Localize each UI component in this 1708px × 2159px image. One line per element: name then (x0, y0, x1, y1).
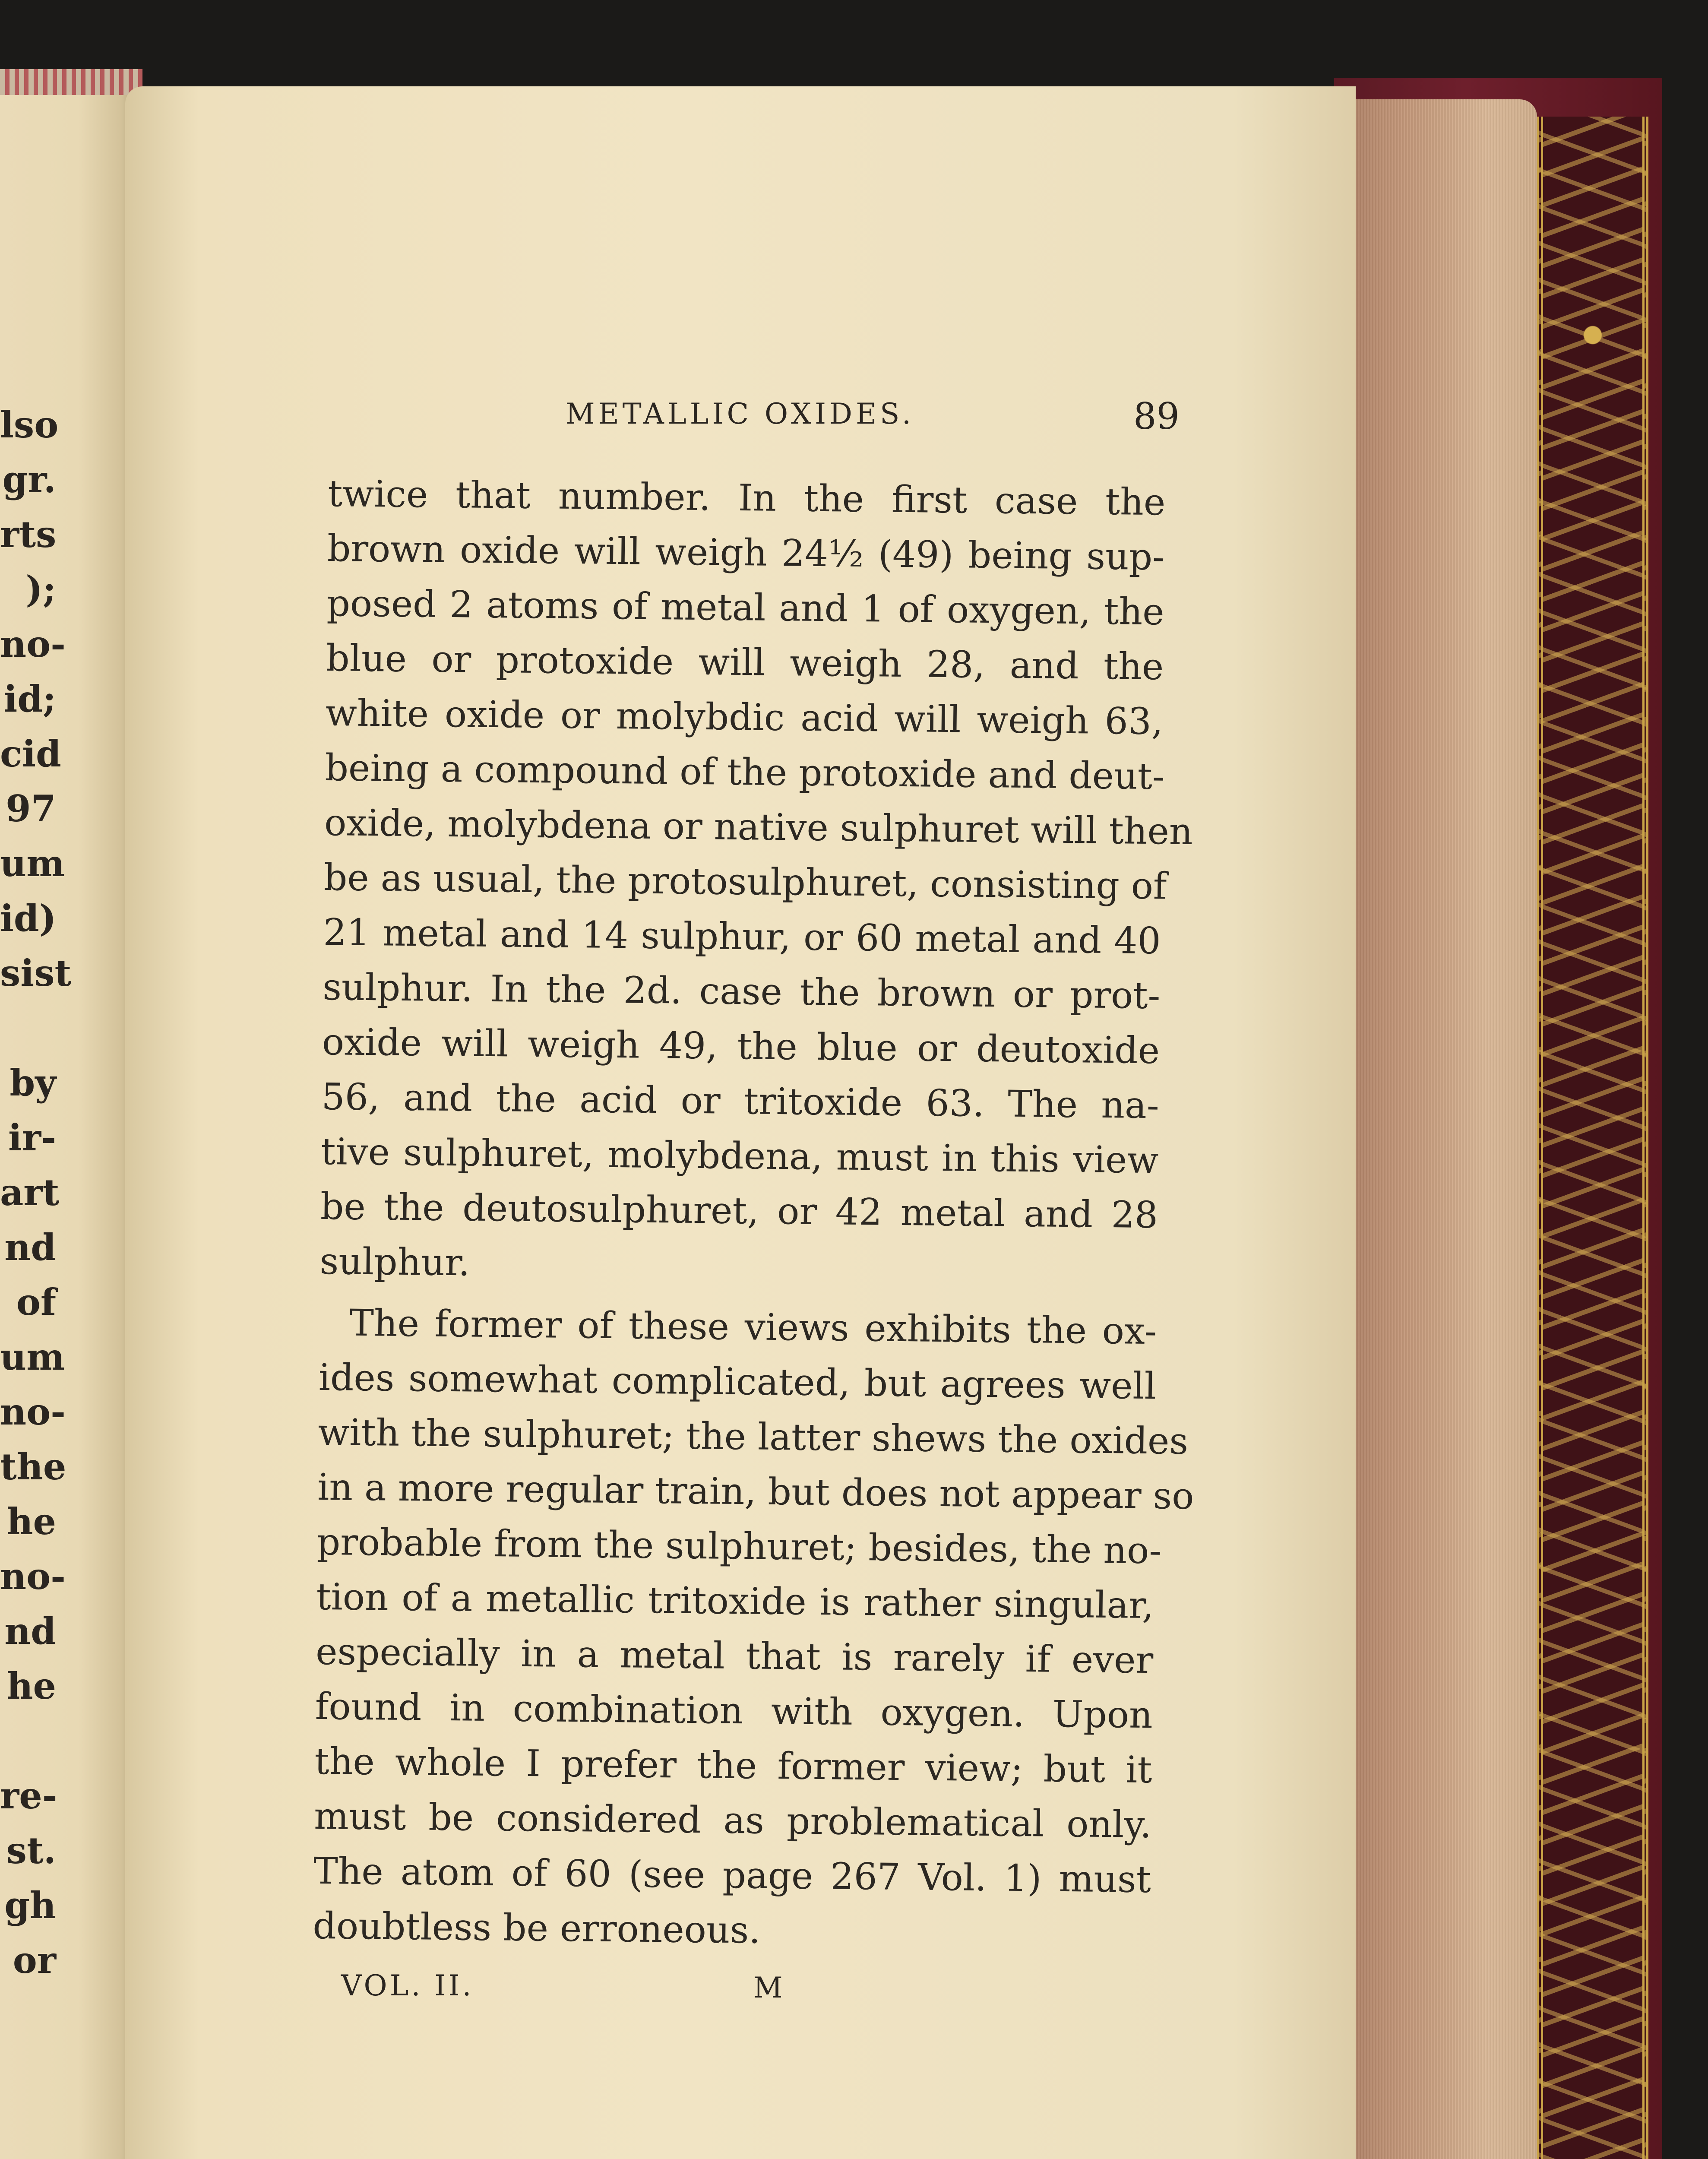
text-line: found in combination with oxygen. Upon (315, 1685, 1153, 1737)
running-head: METALLIC OXIDES. (566, 397, 914, 431)
text-line: being a compound of the protoxide and deut- (325, 746, 1165, 798)
fragment-line: ir- (8, 1116, 56, 1159)
text-line: be the deutosulphuret, or 42 metal and 28 (320, 1185, 1158, 1237)
text-line: oxide, molybdena or native sulphuret will then (324, 801, 1193, 854)
body-text (313, 466, 1194, 1962)
fragment-line (0, 1713, 56, 1768)
fragment-line: id; (3, 677, 56, 720)
text-line: 21 metal and 14 sulphur, or 60 metal and 40 (323, 911, 1161, 963)
previous-page-edge (0, 86, 142, 2159)
fragment-line: id) (0, 897, 57, 940)
book-page (125, 86, 1356, 2159)
text-line: tive sulphuret, molybdena, must in this view (320, 1130, 1159, 1182)
text-line: oxide will weigh 49, the blue or deutoxide (322, 1020, 1160, 1073)
text-line: The former of these views exhibits the ox- (349, 1301, 1157, 1353)
text-line: be as usual, the protosulphuret, consisting of (323, 856, 1167, 908)
text-line: sulphur. In the 2d. case the brown or prot- (322, 966, 1161, 1018)
fragment-line: cid (0, 732, 61, 775)
fragment-line: nd (4, 1610, 56, 1652)
fragment-line: art (0, 1171, 60, 1214)
text-line: with the sulphuret; the latter shews the oxides (318, 1411, 1189, 1463)
headband (0, 69, 142, 95)
text-line: brown oxide will weigh 24½ (49) being sup- (327, 527, 1165, 579)
fragment-line: he (6, 1665, 56, 1707)
fragment-line: or (13, 1939, 56, 1982)
fragment-line: the (0, 1445, 66, 1488)
text-line: twice that number. In the first case the (327, 472, 1166, 524)
fragment-line: um (0, 1336, 65, 1378)
text-line: probable from the sulphuret; besides, the no- (316, 1520, 1162, 1573)
text-line: ides somewhat complicated, but agrees well (318, 1356, 1157, 1408)
gilt-ornament-border (1537, 117, 1648, 2159)
fragment-line: rts (0, 513, 57, 556)
fragment-line: lso (0, 403, 59, 446)
text-line: doubtless be erroneous. (313, 1904, 761, 1952)
fragment-line: ); (25, 568, 56, 611)
page-number: 89 (1133, 395, 1180, 437)
text-line: especially in a metal that is rarely if ever (315, 1630, 1154, 1682)
fragment-line: nd (4, 1226, 56, 1269)
fragment-line: st. (6, 1829, 56, 1872)
page-fore-edge (1334, 99, 1537, 2159)
text-line: white oxide or molybdic acid will weigh 63, (325, 691, 1164, 744)
text-line: must be considered as problematical only. (313, 1795, 1152, 1847)
text-line: sulphur. (319, 1240, 470, 1285)
text-line: blue or protoxide will weigh 28, and the (326, 636, 1164, 689)
fragment-line: gh (4, 1884, 56, 1927)
text-line: the whole I prefer the former view; but it (314, 1740, 1153, 1792)
text-line: 56, and the acid or tritoxide 63. The na- (321, 1075, 1160, 1127)
fragment-line (0, 1000, 56, 1055)
fragment-line: no- (0, 1390, 66, 1433)
fragment-line: gr. (2, 458, 56, 501)
fragment-line: he (6, 1500, 56, 1543)
fragment-line: re- (0, 1774, 57, 1817)
fragment-line: no- (0, 623, 66, 665)
fragment-line: by (9, 1061, 56, 1104)
paragraph-2 (313, 1295, 1194, 1962)
text-line: The atom of 60 (see page 267 Vol. 1) must (313, 1849, 1151, 1902)
fragment-line: sist (0, 952, 72, 994)
text-line: in a more regular train, but does not appear so (317, 1466, 1194, 1518)
paragraph-1 (319, 466, 1193, 1298)
fragment-line: um (0, 842, 65, 885)
fragment-line: 97 (6, 787, 56, 830)
previous-page-text-fragments (0, 397, 72, 1988)
text-line: posed 2 atoms of metal and 1 of oxygen, the (326, 582, 1165, 634)
fragment-line: no- (0, 1555, 66, 1598)
volume-signature: VOL. II. (341, 1969, 474, 2002)
gathering-signature: M (753, 1971, 783, 2004)
text-line: tion of a metallic tritoxide is rather singular, (316, 1575, 1154, 1627)
fragment-line: of (16, 1281, 56, 1323)
